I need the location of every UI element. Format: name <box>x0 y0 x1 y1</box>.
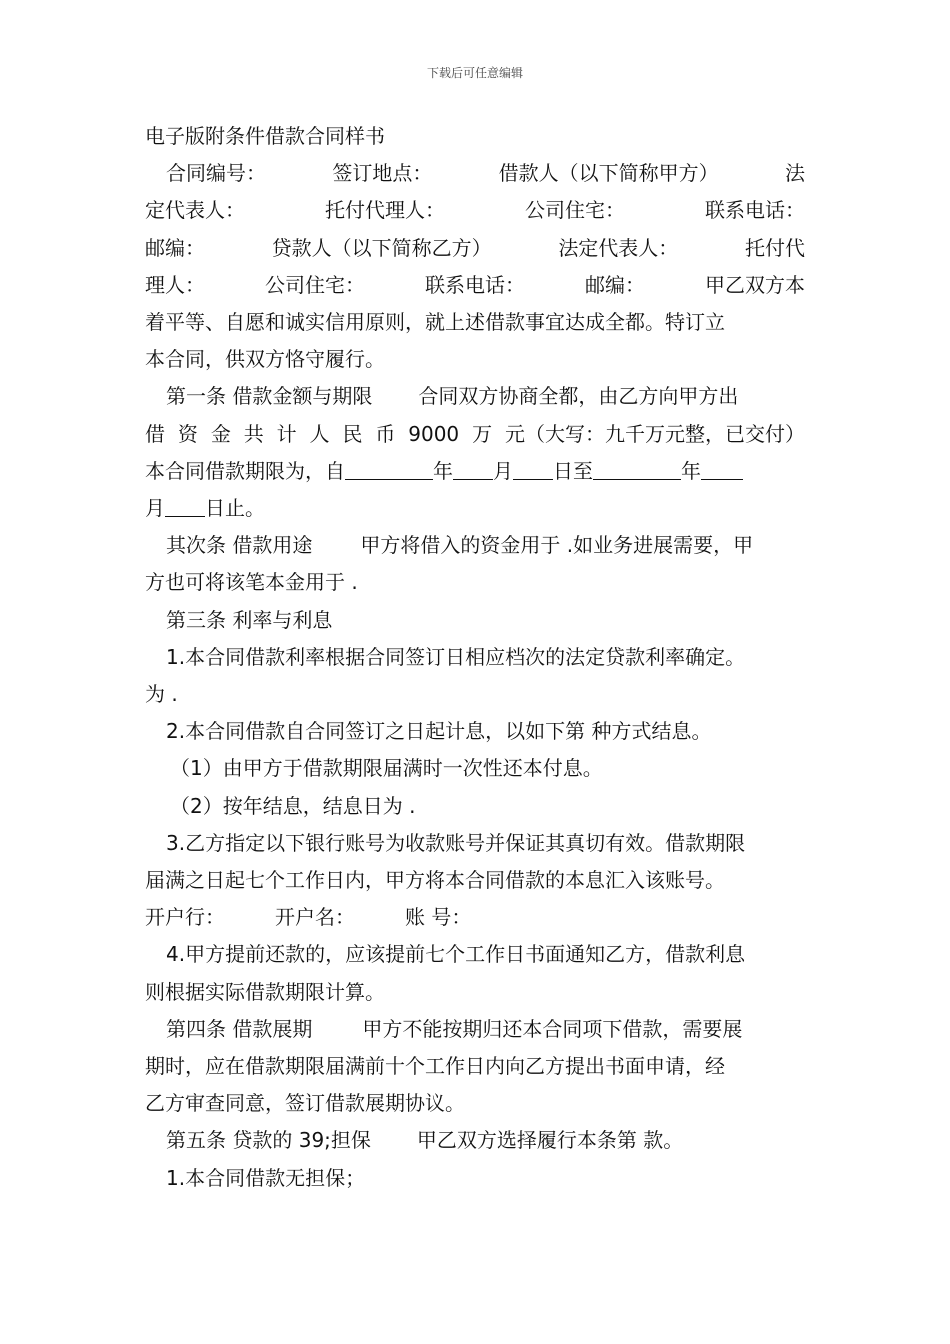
article-4-line-3: 乙方审查同意，签订借款展期协议。 <box>145 1091 465 1116</box>
document-body <box>145 118 805 1197</box>
article-5-line-1: 第五条 贷款的 39;担保 甲乙双方选择履行本条第 款。 <box>166 1128 684 1153</box>
article-4-heading: 第四条 借款展期 <box>166 1016 313 1041</box>
blank-end-year <box>593 457 681 480</box>
article-1-line-4: 月 日止。 <box>145 496 265 521</box>
article-3-option-1: （1）由甲方于借款期限届满时一次性还本付息。 <box>170 756 603 781</box>
blank-start-month <box>453 457 493 480</box>
blank-end-day <box>165 494 205 517</box>
article-2-line-2: 方也可将该笔本金用于 . <box>145 570 358 595</box>
page-header: 下载后可任意编辑 <box>426 66 523 80</box>
article-3-item-4: 4.甲方提前还款的，应该提前七个工作日书面通知乙方，借款利息 <box>166 942 746 967</box>
article-3-item-1-cont: 为 . <box>145 682 178 707</box>
blank-end-month-a <box>701 457 743 480</box>
article-1-line-1: 第一条 借款金额与期限 合同双方协商全都，由乙方向甲方出 <box>166 384 739 409</box>
article-5-heading: 第五条 贷款的 39;担保 <box>166 1128 371 1153</box>
article-1-line-2: 借 资 金 共 计 人 民 币 9000 万 元（大写：九千万元整，已交付） <box>145 421 805 446</box>
article-3-item-4-cont: 则根据实际借款期限计算。 <box>145 979 385 1004</box>
article-3-item-3: 3.乙方指定以下银行账号为收款账号并保证其真切有效。借款期限 <box>166 830 746 855</box>
article-3-item-1: 1.本合同借款利率根据合同签订日相应档次的法定贷款利率确定。 <box>166 644 746 669</box>
document-title: 电子版附条件借款合同样书 <box>145 124 385 148</box>
article-5-item-1: 1.本合同借款无担保； <box>166 1165 366 1190</box>
intro-line-2: 定代表人： 托付代理人： 公司住宅： 联系电话： <box>145 198 805 223</box>
blank-start-day <box>513 457 553 480</box>
intro-line-4: 理人： 公司住宅： 联系电话： 邮编： 甲乙双方本 <box>145 272 805 297</box>
article-2-heading: 其次条 借款用途 <box>166 533 313 558</box>
article-4-line-2: 期时，应在借款期限届满前十个工作日内向乙方提出书面申请，经 <box>145 1054 725 1079</box>
article-3-option-2: （2）按年结息，结息日为 . <box>170 793 416 818</box>
intro-line-5: 着平等、自愿和诚实信用原则，就上述借款事宜达成全都。特订立 <box>145 310 725 335</box>
intro-line-6: 本合同，供双方恪守履行。 <box>145 347 385 372</box>
article-1-line-3: 本合同借款期限为，自 年 月 日至 年 <box>145 453 805 490</box>
article-2-line-1: 其次条 借款用途 甲方将借入的资金用于 .如业务进展需要，甲 <box>166 533 754 558</box>
intro-line-1: 合同编号： 签订地点： 借款人（以下简称甲方） 法 <box>166 161 805 186</box>
article-3-item-2: 2.本合同借款自合同签订之日起计息，以如下第 种方式结息。 <box>166 719 712 744</box>
article-3-account-line: 开户行： 开户名： 账 号： <box>145 905 472 930</box>
article-1-heading: 第一条 借款金额与期限 <box>166 384 373 409</box>
blank-start-year <box>345 457 433 480</box>
article-3-item-3-cont: 届满之日起七个工作日内，甲方将本合同借款的本息汇入该账号。 <box>145 868 725 893</box>
article-3-heading: 第三条 利率与利息 <box>166 607 333 632</box>
intro-line-3: 邮编： 贷款人（以下简称乙方） 法定代表人： 托付代 <box>145 235 805 260</box>
article-4-line-1: 第四条 借款展期 甲方不能按期归还本合同项下借款，需要展 <box>166 1016 743 1041</box>
